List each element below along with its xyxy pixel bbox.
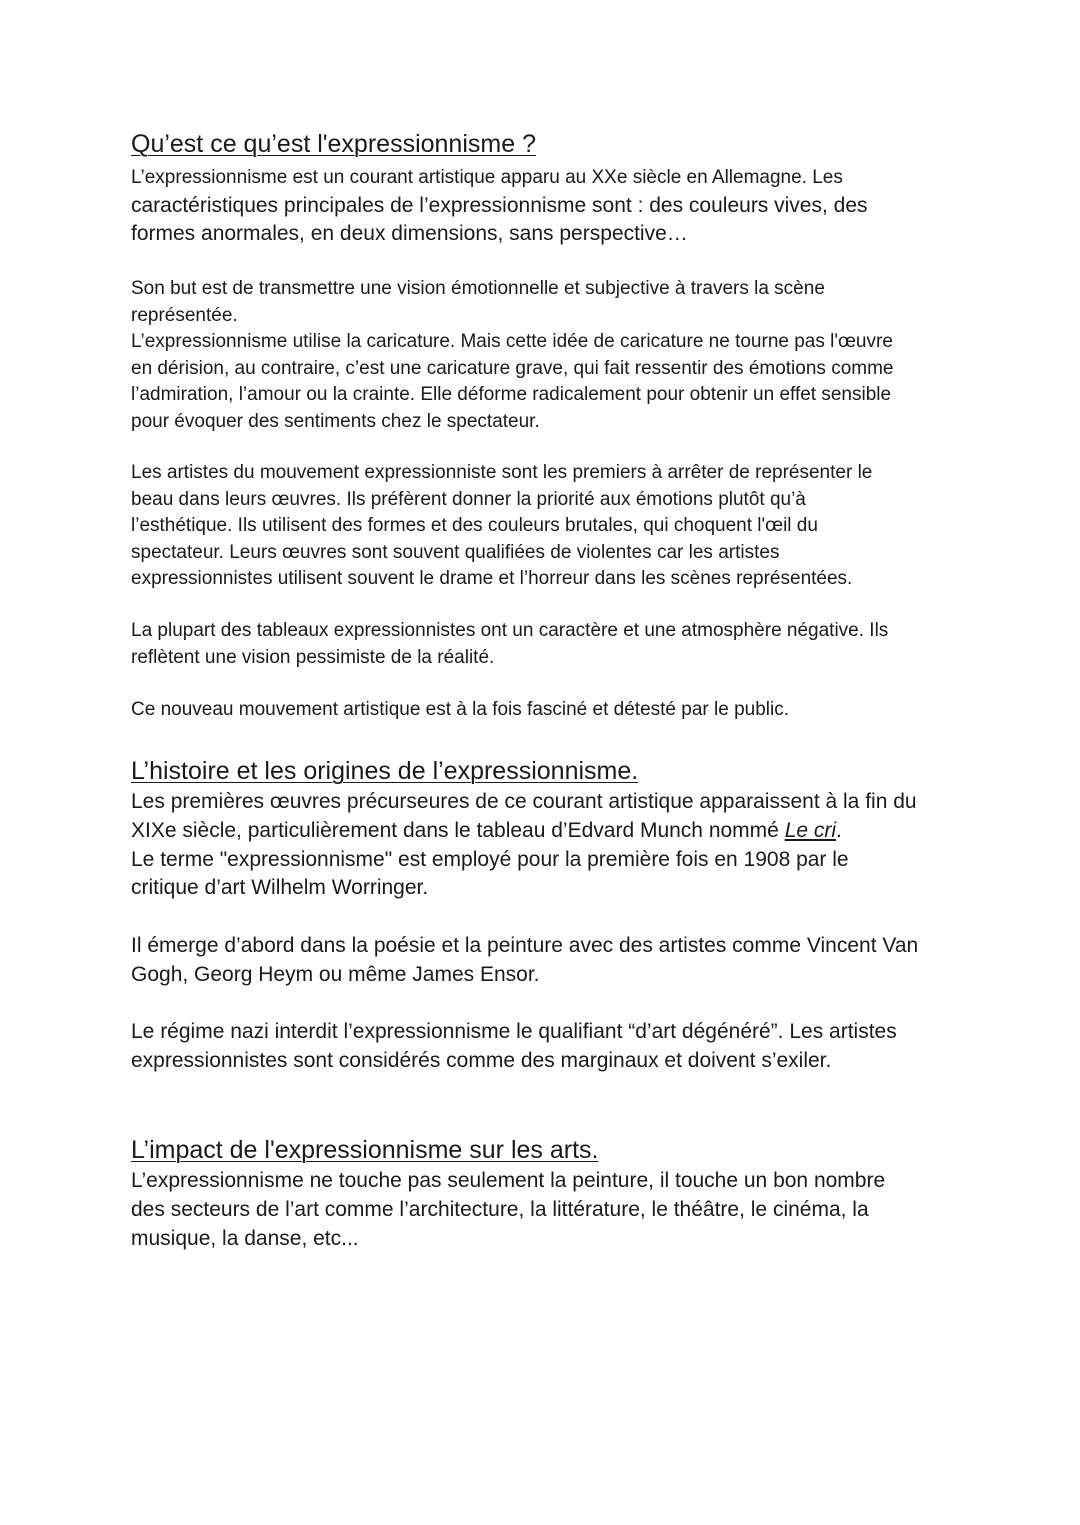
text-line: expressionnistes sont considérés comme des marginaux et doivent s’exiler. <box>131 1048 832 1072</box>
section-heading-history-origins: L’histoire et les origines de l’expressionnisme. <box>131 757 639 785</box>
text-line: reflètent une vision pessimiste de la réalité. <box>131 646 495 668</box>
paragraph-intro <box>131 165 868 249</box>
paragraph-emergence <box>131 932 918 990</box>
text-line: représentée. <box>131 304 238 326</box>
text-line: critique d’art Wilhelm Worringer. <box>131 876 429 900</box>
text-line: Ce nouveau mouvement artistique est à la fois fasciné et détesté par le public. <box>131 699 789 720</box>
text-line: Les premières œuvres précurseures de ce courant artistique apparaissent à la fin du <box>131 790 917 813</box>
paragraph-first-works <box>131 788 917 903</box>
text-line: L’expressionnisme utilise la caricature. Mais cette idée de caricature ne tourne pas l'œuvre <box>131 331 893 352</box>
paragraph-goal <box>131 276 893 435</box>
paragraph-impact <box>131 1167 885 1253</box>
text-line: des secteurs de l’art comme l’architecture, la littérature, le théâtre, le cinéma, la <box>131 1197 869 1221</box>
paragraph-artists <box>131 460 872 593</box>
text-line: Le terme "expressionnisme" est employé pour la première fois en 1908 par le <box>131 847 849 871</box>
text-line: L’expressionnisme ne touche pas seulement la peinture, il touche un bon nombre <box>131 1169 886 1192</box>
text-line: formes anormales, en deux dimensions, sans perspective… <box>131 222 688 246</box>
text-line: en dérision, au contraire, c’est une caricature grave, qui fait ressentir des émotions comme <box>131 357 894 379</box>
text-segment: XIXe siècle, particulièrement dans le tableau d’Edvard Munch nommé <box>131 818 785 842</box>
artwork-title-le-cri: Le cri <box>784 818 837 842</box>
paragraph-nazi-regime <box>131 1018 897 1076</box>
paragraph-atmosphere <box>131 618 888 671</box>
text-line: pour évoquer des sentiments chez le spectateur. <box>131 410 540 432</box>
text-segment: . <box>836 818 842 842</box>
text-line: La plupart des tableaux expressionnistes ont un caractère et une atmosphère négative. Ils <box>131 620 889 641</box>
text-line: spectateur. Leurs œuvres sont souvent qualifiées de violentes car les artistes <box>131 541 780 563</box>
text-line: caractéristiques principales de l’expressionnisme sont : des couleurs vives, des <box>131 193 868 217</box>
text-line-with-title <box>131 817 917 846</box>
text-line: expressionnistes utilisent souvent le drame et l’horreur dans les scènes représentées. <box>131 568 853 589</box>
text-line: beau dans leurs œuvres. Ils préfèrent donner la priorité aux émotions plutôt qu’à <box>131 488 806 510</box>
section-heading-what-is-expressionism: Qu’est ce qu’est l'expressionnisme ? <box>131 130 536 158</box>
text-line: Gogh, Georg Heym ou même James Ensor. <box>131 962 540 986</box>
text-line: Le régime nazi interdit l’expressionnisme le qualifiant “d’art dégénéré”. Les artistes <box>131 1020 897 1043</box>
text-line: l’esthétique. Ils utilisent des formes et des couleurs brutales, qui choquent l'œil du <box>131 515 818 536</box>
text-line: Les artistes du mouvement expressionniste sont les premiers à arrêter de représenter le <box>131 462 873 483</box>
section-heading-impact-on-arts: L’impact de l'expressionnisme sur les arts. <box>131 1136 599 1164</box>
text-line: Son but est de transmettre une vision émotionnelle et subjective à travers la scène <box>131 278 825 299</box>
text-line: L’expressionnisme est un courant artistique apparu au XXe siècle en Allemagne. Les <box>131 167 843 188</box>
paragraph-public <box>131 697 789 724</box>
text-line: l’admiration, l’amour ou la crainte. Elle déforme radicalement pour obtenir un effet sensible <box>131 384 892 405</box>
text-line: Il émerge d’abord dans la poésie et la peinture avec des artistes comme Vincent Van <box>131 934 919 957</box>
text-line: musique, la danse, etc... <box>131 1226 359 1250</box>
